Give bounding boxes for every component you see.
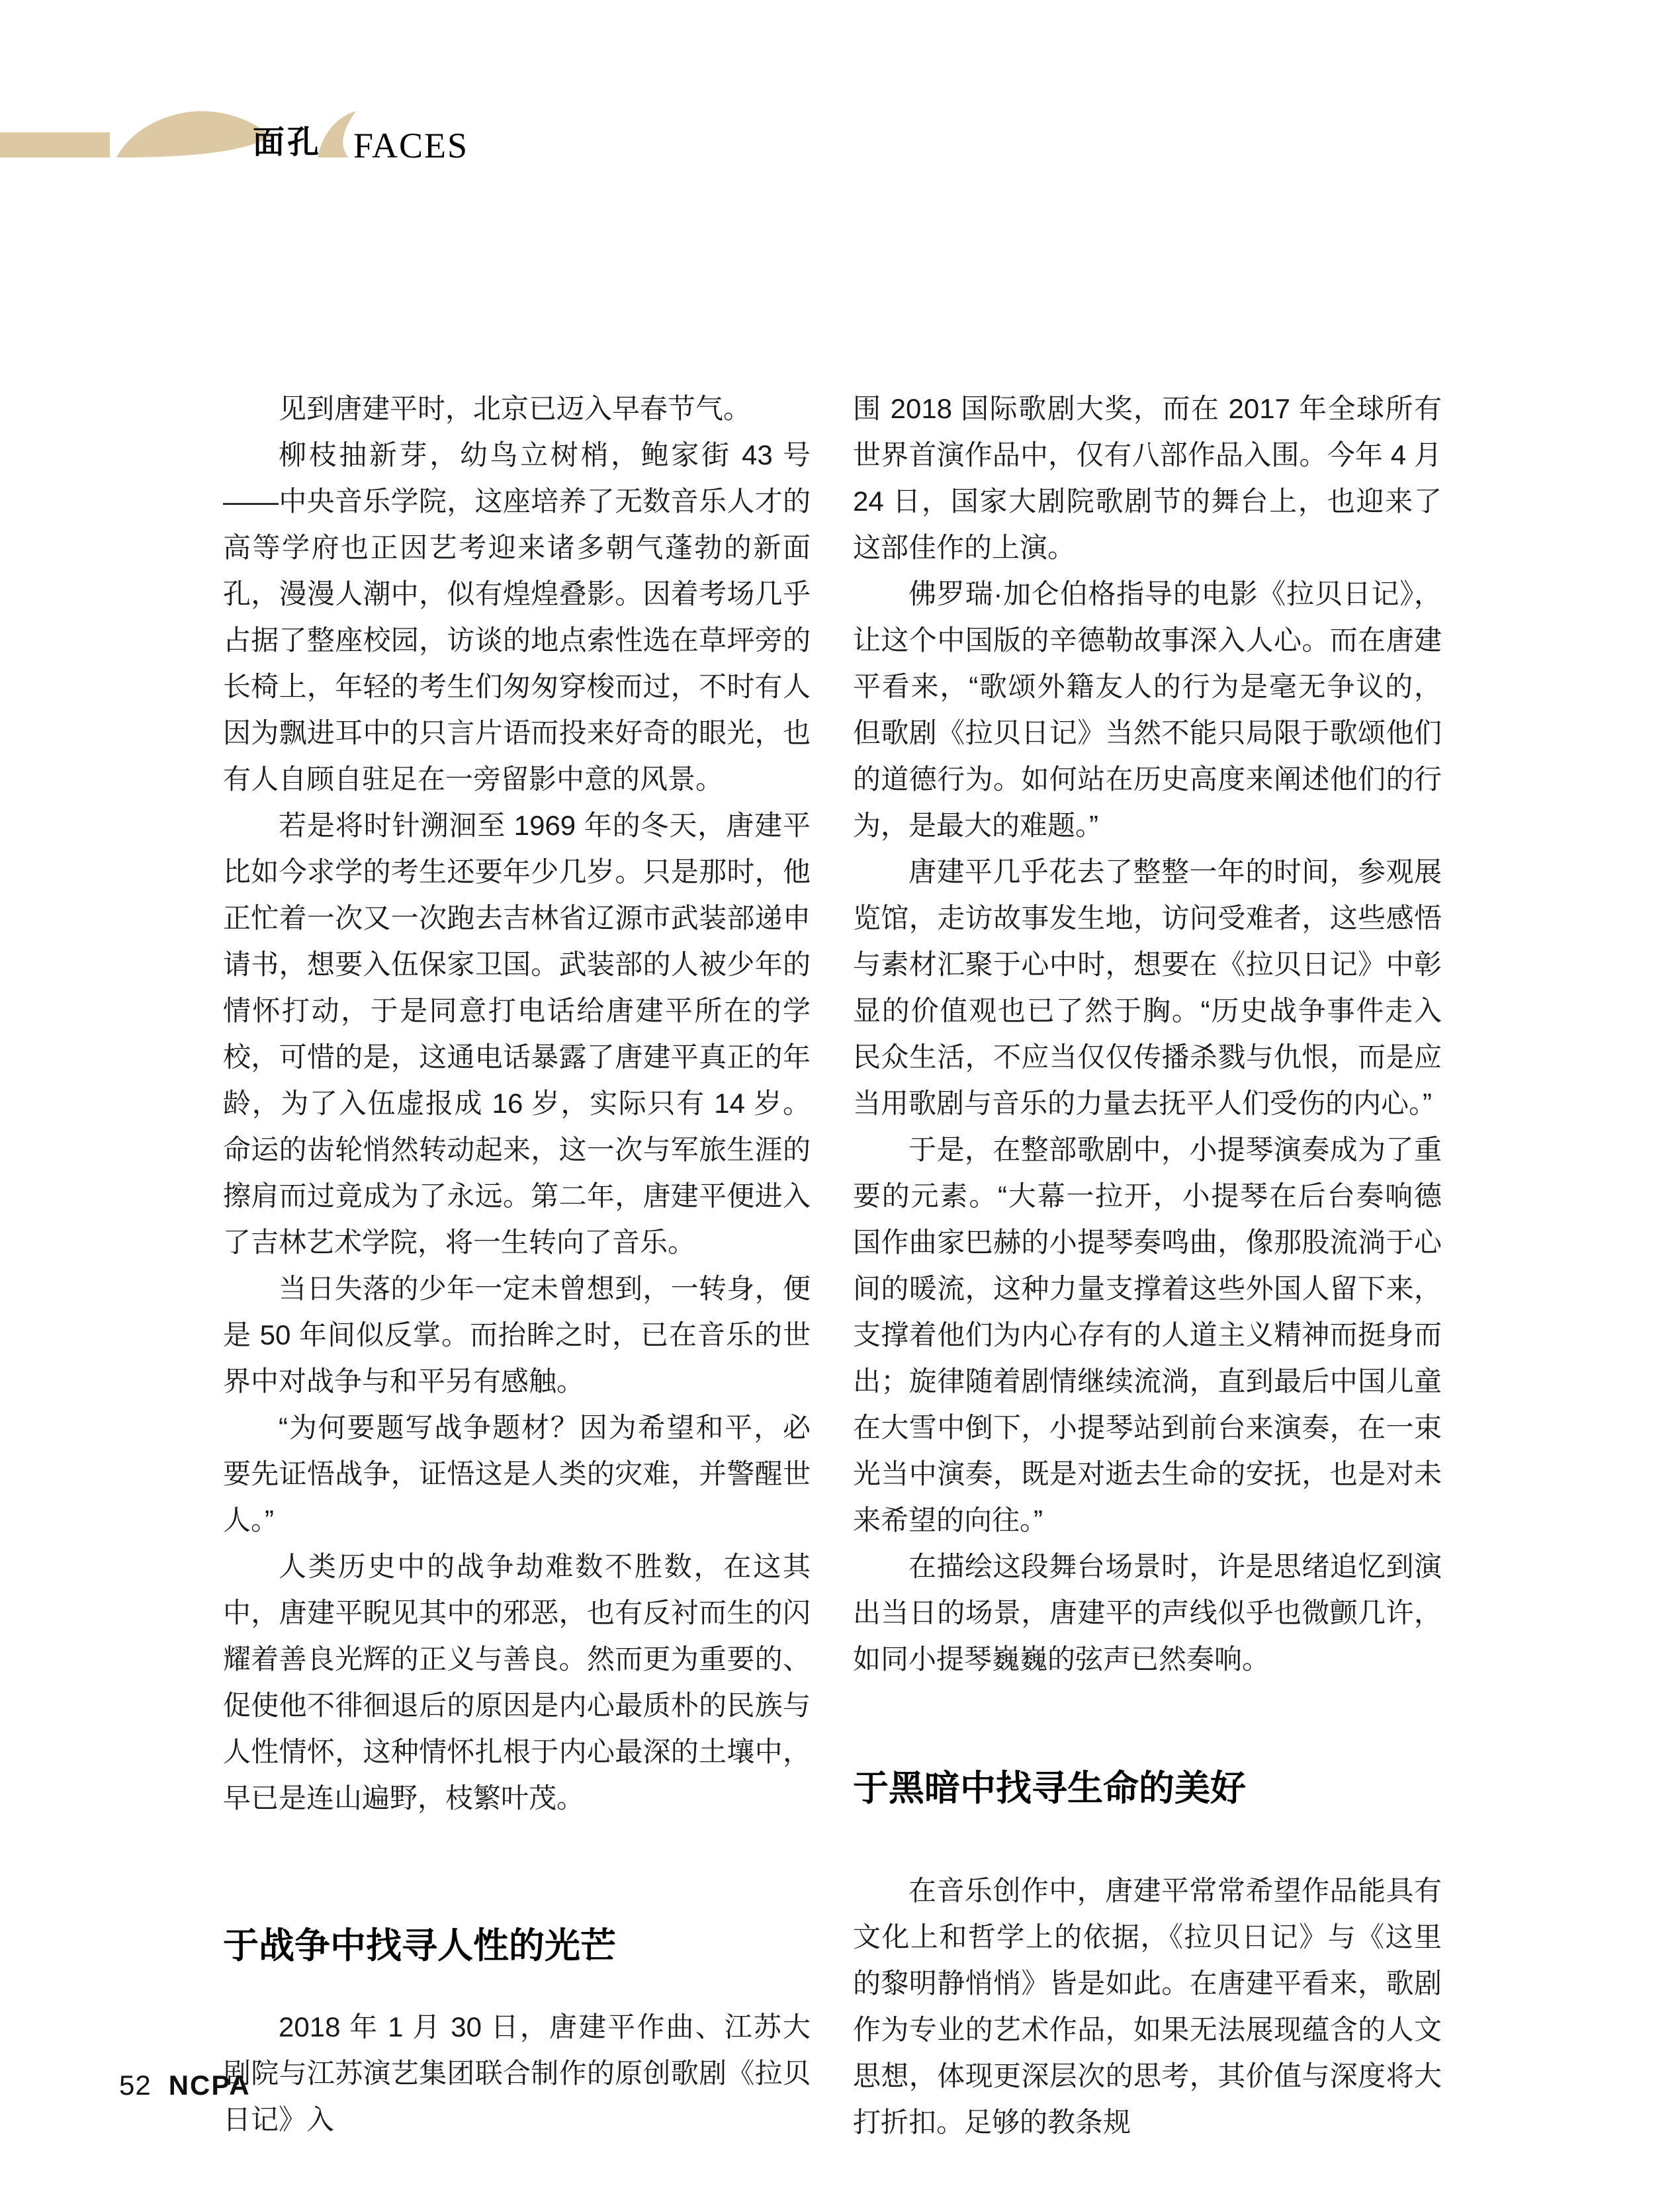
header-leaf-shape [116, 111, 271, 157]
journal-brand: NCPA [168, 2070, 251, 2101]
page-number: 52 [119, 2070, 152, 2101]
paragraph: 若是将时针溯洄至 1969 年的冬天，唐建平比如今求学的考生还要年少几岁。只是那时，他正忙着一次又一次跑去吉林省辽源市武装部递申请书，想要入伍保家卫国。武装部的人被少年的情怀打动，于是同意打电话给唐建平所在的学校，可惜的是，这通电话暴露了唐建平真正的年龄，为了入伍虚报成 16 岁，实际只有 14 岁。命运的齿轮悄然转动起来，这一次与军旅生涯的擦肩而过竟成为了永远。第二年，唐建平便进入了吉林艺术学院，将一生转向了音乐。 [223, 810, 811, 1258]
section-label-cn: 面孔 [253, 125, 322, 160]
article-column-left [223, 386, 811, 2143]
paragraph-group [223, 386, 811, 1821]
header-bar-shape [0, 132, 110, 157]
paragraph: 于是，在整部歌剧中，小提琴演奏成为了重要的元素。“大幕一拉开，小提琴在后台奏响德国作曲家巴赫的小提琴奏鸣曲，像那股流淌于心间的暖流，这种力量支撑着这些外国人留下来，支撑着他们为内心存有的人道主义精神而挺身而出；旋律随着剧情继续流淌，直到最后中国儿童在大雪中倒下，小提琴站到前台来演奏，在一束光当中演奏，既是对逝去生命的安抚，也是对未来希望的向往。” [853, 1134, 1442, 1536]
paragraph: 见到唐建平时，北京已迈入早春节气。 [279, 393, 752, 424]
paragraph: “为何要题写战争题材？因为希望和平，必要先证悟战争，证悟这是人类的灾难，并警醒世人。” [223, 1412, 811, 1536]
paragraph: 2018 年 1 月 30 日，唐建平作曲、江苏大剧院与江苏演艺集团联合制作的原创歌剧《拉贝日记》入 [223, 2011, 811, 2135]
paragraph: 当日失落的少年一定未曾想到，一转身，便是 50 年间似反掌。而抬眸之时，已在音乐的世界中对战争与和平另有感触。 [223, 1273, 811, 1397]
section-label-en: FACES [353, 126, 469, 165]
subheading-dark: 于黑暗中找寻生命的美好 [853, 1769, 1246, 1808]
article-column-right [853, 386, 1442, 2146]
page-header [0, 106, 596, 179]
paragraph: 柳枝抽新芽，幼鸟立树梢，鲍家街 43 号——中央音乐学院，这座培养了无数音乐人才的高等学府也正因艺考迎来诸多朝气蓬勃的新面孔，漫漫人潮中，似有煌煌叠影。因着考场几乎占据了整座校园，访谈的地点索性选在草坪旁的长椅上，年轻的考生们匆匆穿梭而过，不时有人因为飘进耳中的只言片语而投来好奇的眼光，也有人自顾自驻足在一旁留影中意的风景。 [223, 439, 811, 795]
paragraph-group [853, 571, 1442, 1683]
paragraph-group [223, 2004, 811, 2143]
paragraph: 佛罗瑞·加仑伯格指导的电影《拉贝日记》，让这个中国版的辛德勒故事深入人心。而在唐建平看来，“歌颂外籍友人的行为是毫无争议的，但歌剧《拉贝日记》当然不能只局限于歌颂他们的道德行为。如何站在历史高度来阐述他们的行为，是最大的难题。” [853, 578, 1442, 841]
subheading-war: 于战争中找寻人性的光芒 [223, 1926, 616, 1966]
paragraph: 在描绘这段舞台场景时，许是思绪追忆到演出当日的场景，唐建平的声线似乎也微颤几许，如同小提琴巍巍的弦声已然奏响。 [853, 1551, 1442, 1675]
paragraph-group [853, 1868, 1442, 2146]
header-crescent-shape [318, 111, 356, 157]
paragraph: 唐建平几乎花去了整整一年的时间，参观展览馆，走访故事发生地，访问受难者，这些感悟与素材汇聚于心中时，想要在《拉贝日记》中彰显的价值观也已了然于胸。“历史战争事件走入民众生活，不应当仅仅传播杀戮与仇恨，而是应当用歌剧与音乐的力量去抚平人们受伤的内心。” [853, 856, 1442, 1119]
paragraph: 人类历史中的战争劫难数不胜数，在这其中，唐建平睨见其中的邪恶，也有反衬而生的闪耀着善良光辉的正义与善良。然而更为重要的、促使他不徘徊退后的原因是内心最质朴的民族与人性情怀，这种情怀扎根于内心最深的土壤中，早已是连山遍野，枝繁叶茂。 [223, 1551, 811, 1814]
page-footer [119, 2068, 251, 2103]
paragraph: 围 2018 国际歌剧大奖，而在 2017 年全球所有世界首演作品中，仅有八部作品入围。今年 4 月 24 日，国家大剧院歌剧节的舞台上，也迎来了这部佳作的上演。 [853, 393, 1442, 563]
paragraph: 在音乐创作中，唐建平常常希望作品能具有文化上和哲学上的依据，《拉贝日记》与《这里的黎明静悄悄》皆是如此。在唐建平看来，歌剧作为专业的艺术作品，如果无法展现蕴含的人文思想，体现更深层次的思考，其价值与深度将大打折扣。足够的教条规 [853, 1875, 1442, 2138]
